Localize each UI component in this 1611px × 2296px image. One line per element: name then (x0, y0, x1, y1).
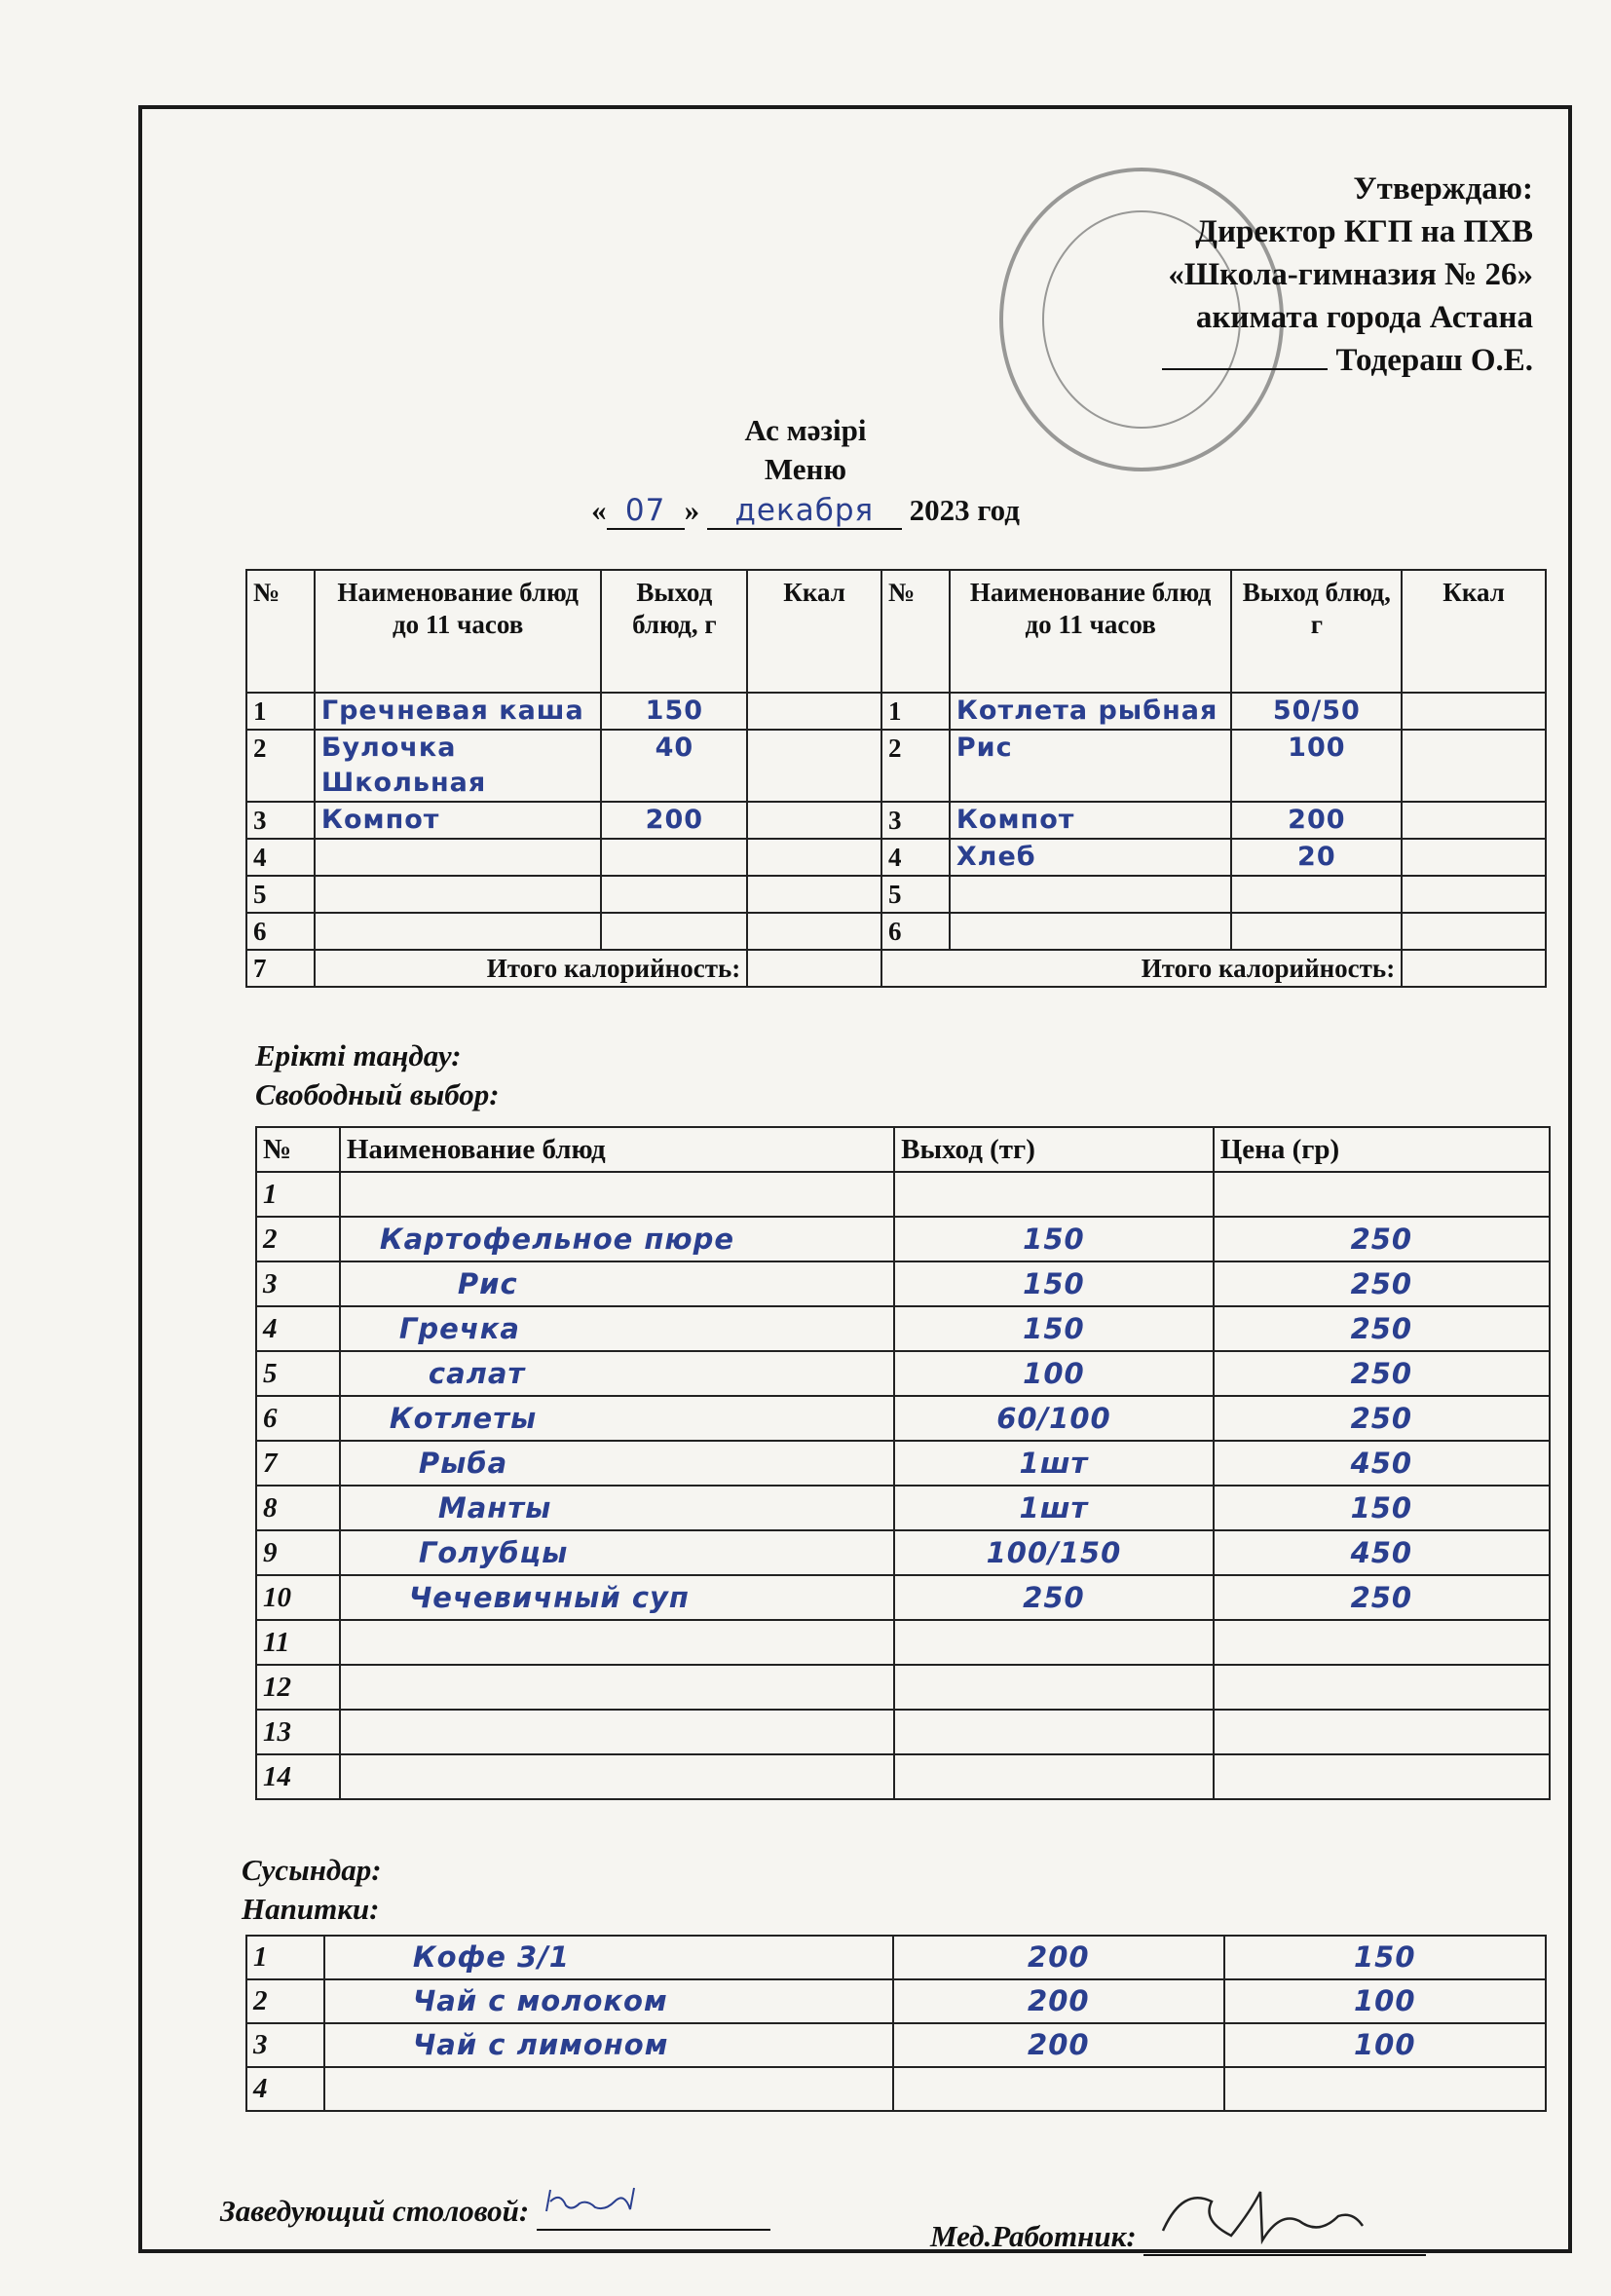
table-row (256, 1172, 1550, 1217)
col-header-out-left: Выход блюд, г (601, 570, 747, 693)
drinks-table (245, 1935, 1547, 2112)
dish-kcal (1402, 802, 1546, 839)
dish-kcal (747, 693, 881, 730)
dish-kcal (1402, 839, 1546, 876)
dish-name (315, 913, 602, 950)
dish-output: 40 (601, 730, 747, 802)
dish-name (340, 1710, 894, 1754)
dish-output: 150 (894, 1306, 1214, 1351)
canteen-head-signature-line (537, 2182, 770, 2231)
dish-name (950, 913, 1232, 950)
dish-kcal (1402, 693, 1546, 730)
row-number: 1 (881, 693, 950, 730)
table-row (256, 1575, 1550, 1620)
drinks-title-ru: Напитки: (242, 1892, 380, 1926)
date-open-quote: « (591, 493, 607, 527)
dish-kcal (747, 913, 881, 950)
dish-kcal (747, 876, 881, 913)
col-header-price: Цена (гр) (1214, 1127, 1550, 1172)
dish-name: Рис (340, 1261, 894, 1306)
dish-output: 150 (894, 1217, 1214, 1261)
dish-output: 100/150 (894, 1530, 1214, 1575)
dish-name: Рис (950, 730, 1232, 802)
dish-price: 150 (1214, 1486, 1550, 1530)
table-row (246, 1979, 1546, 2023)
table-row (256, 1261, 1550, 1306)
dish-name: Голубцы (340, 1530, 894, 1575)
dish-kcal (1402, 913, 1546, 950)
school-line: «Школа-гимназия № 26» (1168, 257, 1533, 292)
signer-line (1162, 339, 1533, 382)
dish-kcal (1402, 730, 1546, 802)
dish-output (894, 1665, 1214, 1710)
col-header-name: Наименование блюд (340, 1127, 894, 1172)
col-header-n: № (256, 1127, 340, 1172)
table-row (256, 1351, 1550, 1396)
table-row (246, 1936, 1546, 1979)
drink-name (324, 2067, 893, 2111)
col-header-n-right: № (881, 570, 950, 693)
row-number: 10 (256, 1575, 340, 1620)
row-number: 6 (246, 913, 315, 950)
free-choice-title-kz: Ерікті таңдау: (255, 1038, 462, 1073)
medic-label: Мед.Работник: (930, 2219, 1137, 2253)
medic-signature (930, 2182, 1426, 2256)
row-number: 4 (881, 839, 950, 876)
table-row (256, 1441, 1550, 1486)
col-header-name-left: Наименование блюд до 11 часов (315, 570, 602, 693)
dish-name: Картофельное пюре (340, 1217, 894, 1261)
table-row (246, 876, 1546, 913)
table-row (256, 1530, 1550, 1575)
table-row (256, 1396, 1550, 1441)
date-close-quote: » (684, 493, 700, 527)
table-row (256, 1217, 1550, 1261)
dish-name: Котлеты (340, 1396, 894, 1441)
col-header-out: Выход (тг) (894, 1127, 1214, 1172)
drink-output: 200 (893, 1936, 1223, 1979)
dish-output (1231, 913, 1402, 950)
table-row (246, 2067, 1546, 2111)
dish-name (340, 1620, 894, 1665)
table-row (256, 1710, 1550, 1754)
dish-output: 150 (894, 1261, 1214, 1306)
table-row (246, 2023, 1546, 2067)
row-number: 14 (256, 1754, 340, 1799)
drink-name: Чай с молоком (324, 1979, 893, 2023)
row-number: 5 (256, 1351, 340, 1396)
main-menu-table (245, 569, 1547, 988)
dish-name: Рыба (340, 1441, 894, 1486)
approval-block (1162, 168, 1533, 382)
handwritten-signature-icon (1143, 2182, 1377, 2250)
total-calories-left (747, 950, 881, 987)
drink-price: 100 (1224, 1979, 1546, 2023)
dish-output: 250 (894, 1575, 1214, 1620)
dish-name: Манты (340, 1486, 894, 1530)
dish-output (894, 1172, 1214, 1217)
dish-output: 60/100 (894, 1396, 1214, 1441)
row-number: 3 (881, 802, 950, 839)
table-row (256, 1486, 1550, 1530)
dish-output: 100 (894, 1351, 1214, 1396)
drink-name: Кофе 3/1 (324, 1936, 893, 1979)
menu-title-kz: Ас мәзірі (744, 413, 867, 447)
row-number: 1 (246, 1936, 324, 1979)
free-choice-header-row (256, 1127, 1550, 1172)
dish-price: 250 (1214, 1217, 1550, 1261)
date-year: 2023 год (909, 493, 1020, 527)
total-calories-right (1402, 950, 1546, 987)
table-row (256, 1665, 1550, 1710)
dish-name: салат (340, 1351, 894, 1396)
dish-price: 250 (1214, 1306, 1550, 1351)
dish-price: 450 (1214, 1441, 1550, 1486)
row-number: 9 (256, 1530, 340, 1575)
dish-price (1214, 1665, 1550, 1710)
free-choice-title-ru: Свободный выбор: (255, 1077, 500, 1111)
col-header-out-right: Выход блюд, г (1231, 570, 1402, 693)
dish-output: 200 (601, 802, 747, 839)
drink-output: 200 (893, 1979, 1223, 2023)
row-number: 4 (246, 839, 315, 876)
table-row (246, 730, 1546, 802)
row-number: 8 (256, 1486, 340, 1530)
dish-price: 250 (1214, 1351, 1550, 1396)
dish-price: 250 (1214, 1575, 1550, 1620)
dish-output: 100 (1231, 730, 1402, 802)
table-row (256, 1306, 1550, 1351)
dish-price (1214, 1172, 1550, 1217)
dish-name (340, 1754, 894, 1799)
drink-price: 100 (1224, 2023, 1546, 2067)
dish-output: 50/50 (1231, 693, 1402, 730)
row-number: 2 (881, 730, 950, 802)
row-number: 4 (246, 2067, 324, 2111)
dish-name (315, 876, 602, 913)
dish-kcal (747, 730, 881, 802)
date-day: 07 (607, 493, 685, 530)
row-number: 4 (256, 1306, 340, 1351)
table-row (246, 802, 1546, 839)
col-header-n-left: № (246, 570, 315, 693)
dish-kcal (747, 839, 881, 876)
table-row (246, 913, 1546, 950)
dish-price: 250 (1214, 1261, 1550, 1306)
dish-name: Булочка Школьная (315, 730, 602, 802)
handwritten-signature-icon (537, 2182, 693, 2221)
dish-name: Гречка (340, 1306, 894, 1351)
dish-output: 20 (1231, 839, 1402, 876)
row-number: 3 (246, 2023, 324, 2067)
dish-output (601, 876, 747, 913)
dish-output: 200 (1231, 802, 1402, 839)
totals-row (246, 950, 1546, 987)
row-number: 11 (256, 1620, 340, 1665)
table-row (256, 1620, 1550, 1665)
row-number: 2 (246, 730, 315, 802)
dish-output (1231, 876, 1402, 913)
dish-output: 150 (601, 693, 747, 730)
col-header-name-right: Наименование блюд до 11 часов (950, 570, 1232, 693)
akimat-line: акимата города Астана (1195, 300, 1533, 335)
dish-name: Компот (950, 802, 1232, 839)
drink-output (893, 2067, 1223, 2111)
dish-output (601, 839, 747, 876)
dish-price (1214, 1710, 1550, 1754)
row-number: 13 (256, 1710, 340, 1754)
main-menu-header-row (246, 570, 1546, 693)
row-number: 5 (881, 876, 950, 913)
dish-name: Хлеб (950, 839, 1232, 876)
dish-kcal (747, 802, 881, 839)
col-header-kcal-left: Ккал (747, 570, 881, 693)
dish-name (950, 876, 1232, 913)
row-number: 2 (246, 1979, 324, 2023)
table-row (246, 839, 1546, 876)
table-row (256, 1754, 1550, 1799)
dish-name: Чечевичный суп (340, 1575, 894, 1620)
row-number: 7 (246, 950, 315, 987)
row-number: 2 (256, 1217, 340, 1261)
dish-kcal (1402, 876, 1546, 913)
free-choice-table (255, 1126, 1551, 1800)
row-number: 3 (256, 1261, 340, 1306)
row-number: 6 (881, 913, 950, 950)
total-calories-label-left: Итого калорийность: (315, 950, 747, 987)
date-month: декабря (707, 493, 902, 530)
dish-output: 1шт (894, 1441, 1214, 1486)
dish-price (1214, 1620, 1550, 1665)
dish-name (340, 1172, 894, 1217)
dish-output: 1шт (894, 1486, 1214, 1530)
dish-output (894, 1710, 1214, 1754)
dish-output (894, 1754, 1214, 1799)
dish-price (1214, 1754, 1550, 1799)
menu-title-ru: Меню (764, 452, 847, 486)
canteen-head-label: Заведующий столовой: (220, 2194, 530, 2228)
menu-date (0, 493, 1611, 530)
medic-signature-line (1143, 2182, 1426, 2256)
row-number: 1 (256, 1172, 340, 1217)
drinks-title-kz: Сусындар: (242, 1853, 382, 1887)
total-calories-label-right: Итого калорийность: (881, 950, 1402, 987)
row-number: 3 (246, 802, 315, 839)
drink-price (1224, 2067, 1546, 2111)
dish-output (894, 1620, 1214, 1665)
dish-name: Котлета рыбная (950, 693, 1232, 730)
approve-label: Утверждаю: (1353, 171, 1533, 207)
drink-price: 150 (1224, 1936, 1546, 1979)
drink-output: 200 (893, 2023, 1223, 2067)
dish-price: 250 (1214, 1396, 1550, 1441)
dish-name: Гречневая каша (315, 693, 602, 730)
row-number: 1 (246, 693, 315, 730)
dish-name (340, 1665, 894, 1710)
canteen-head-signature (220, 2182, 770, 2231)
row-number: 5 (246, 876, 315, 913)
drink-name: Чай с лимоном (324, 2023, 893, 2067)
dish-name (315, 839, 602, 876)
director-line: Директор КГП на ПХВ (1195, 214, 1533, 249)
dish-price: 450 (1214, 1530, 1550, 1575)
table-row (246, 693, 1546, 730)
dish-output (601, 913, 747, 950)
row-number: 7 (256, 1441, 340, 1486)
signer-name: Тодераш О.Е. (1335, 343, 1533, 378)
dish-name: Компот (315, 802, 602, 839)
row-number: 6 (256, 1396, 340, 1441)
col-header-kcal-right: Ккал (1402, 570, 1546, 693)
row-number: 12 (256, 1665, 340, 1710)
